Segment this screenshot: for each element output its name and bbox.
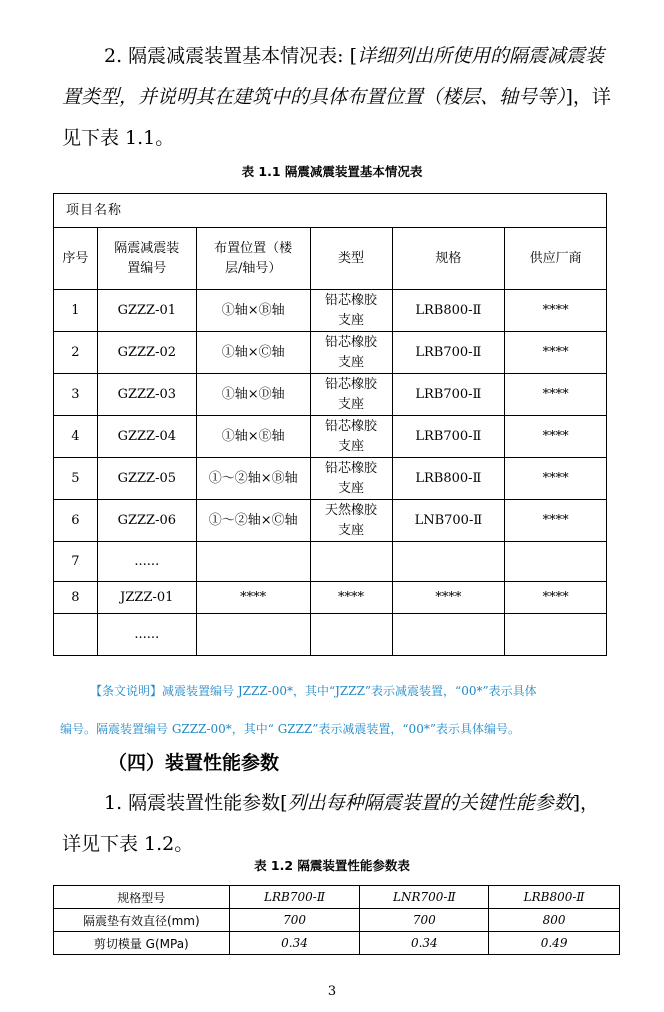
table-cell: 800 [489,909,620,932]
table-cell: ①轴×Ⓑ轴 [196,290,310,332]
table2-header-row [54,886,620,909]
table-cell: GZZZ-01 [97,290,196,332]
table-cell [54,614,98,656]
table-row [54,290,607,332]
header-cell: 类型 [310,228,392,290]
table-cell: 8 [54,582,98,614]
table-cell: LRB800-Ⅱ [392,458,505,500]
table-cell: 0.49 [489,932,620,955]
intro2-paragraph [62,783,614,865]
table-cell: **** [505,416,607,458]
table-cell: ①轴×Ⓒ轴 [196,332,310,374]
table-cell [310,542,392,582]
clause-note-line1: 【条文说明】减震装置编号 JZZZ-00*，其中“JZZZ”表示减震装置，“00*”表示具体 [90,684,537,698]
table-cell: 700 [229,909,360,932]
table-cell: **** [505,500,607,542]
table-cell: 铅芯橡胶支座 [310,290,392,332]
table-cell: 0.34 [229,932,360,955]
table-cell: **** [505,582,607,614]
table-row [54,374,607,416]
intro2-italic: 列出每种隔震装置的关键性能参数 [287,792,573,814]
table-cell: 天然橡胶支座 [310,500,392,542]
table-cell: GZZZ-03 [97,374,196,416]
table-cell: 铅芯橡胶支座 [310,332,392,374]
table-cell: 4 [54,416,98,458]
table-cell: 0.34 [360,932,489,955]
page-number: 3 [327,984,337,999]
section-heading: （四）装置性能参数 [108,752,280,774]
project-name-cell: 项目名称 [54,194,607,228]
intro-lead: 2. 隔震减震装置基本情况表: [ [104,45,358,67]
table-cell: 2 [54,332,98,374]
header-cell: LNR700-Ⅱ [360,886,489,909]
table-row [54,500,607,542]
table-row [54,332,607,374]
table-cell: **** [505,374,607,416]
table-cell: ①～②轴×Ⓑ轴 [196,458,310,500]
table-row [54,614,607,656]
intro2-lead: 1. 隔震装置性能参数[ [104,792,288,814]
table-cell [310,614,392,656]
table-cell: LRB800-Ⅱ [392,290,505,332]
table-cell [392,542,505,582]
intro2-tail: ]，详见下表 1.2。 [62,792,600,855]
table-cell: ①轴×Ⓓ轴 [196,374,310,416]
header-cell: 序号 [54,228,98,290]
table-row [54,909,620,932]
clause-note-line2: 编号。隔震装置编号 GZZZ-00*，其中“ GZZZ”表示减震装置，“00*”表示具体编号。 [60,722,520,736]
table-cell: 700 [360,909,489,932]
table-cell: 隔震垫有效直径(mm) [54,909,230,932]
table-cell: ①轴×Ⓔ轴 [196,416,310,458]
table-cell [196,542,310,582]
table-cell: LRB700-Ⅱ [392,416,505,458]
table-cell: LRB700-Ⅱ [392,332,505,374]
table-cell: 铅芯橡胶支座 [310,458,392,500]
intro-italic: 详细列出所使用的隔震减震装置类型，并说明其在建筑中的具体布置位置（楼层、轴号等） [62,45,605,108]
table-cell [196,614,310,656]
table-cell: 3 [54,374,98,416]
performance-params-table [53,885,620,955]
table-cell: ①～②轴×Ⓒ轴 [196,500,310,542]
table-cell: 5 [54,458,98,500]
table-cell: **** [310,582,392,614]
table-cell: ...... [97,614,196,656]
header-cell: 规格型号 [54,886,230,909]
table-cell [505,614,607,656]
header-cell: 供应厂商 [505,228,607,290]
table-cell: **** [196,582,310,614]
table-cell: 6 [54,500,98,542]
table-cell: 7 [54,542,98,582]
table-row [54,416,607,458]
table1-caption: 表 1.1 隔震减震装置基本情况表 [241,164,423,179]
table-cell: ...... [97,542,196,582]
header-cell: LRB800-Ⅱ [489,886,620,909]
table-row [54,582,607,614]
table-cell [392,614,505,656]
table-cell [505,542,607,582]
table-cell: 1 [54,290,98,332]
table-cell: **** [505,458,607,500]
table-cell: **** [505,332,607,374]
table2-caption: 表 1.2 隔震装置性能参数表 [254,858,410,873]
header-cell: LRB700-Ⅱ [229,886,360,909]
table-row [54,932,620,955]
table-cell: LRB700-Ⅱ [392,374,505,416]
table-cell: LNB700-Ⅱ [392,500,505,542]
table-cell: GZZZ-02 [97,332,196,374]
intro-paragraph [62,36,614,159]
table1-header-row [54,228,607,290]
table-cell: GZZZ-06 [97,500,196,542]
table-cell: 剪切模量 G(MPa) [54,932,230,955]
table-cell: JZZZ-01 [97,582,196,614]
table-cell: 铅芯橡胶支座 [310,416,392,458]
header-cell: 布置位置（楼层/轴号） [196,228,310,290]
table-cell: GZZZ-04 [97,416,196,458]
table-row [54,458,607,500]
table-cell: 铅芯橡胶支座 [310,374,392,416]
table-cell: GZZZ-05 [97,458,196,500]
header-cell: 隔震减震装置编号 [97,228,196,290]
table-row [54,542,607,582]
table-cell: **** [392,582,505,614]
device-basic-info-table [53,193,607,656]
table-cell: **** [505,290,607,332]
intro-tail: ]，详见下表 1.1。 [62,86,611,149]
header-cell: 规格 [392,228,505,290]
